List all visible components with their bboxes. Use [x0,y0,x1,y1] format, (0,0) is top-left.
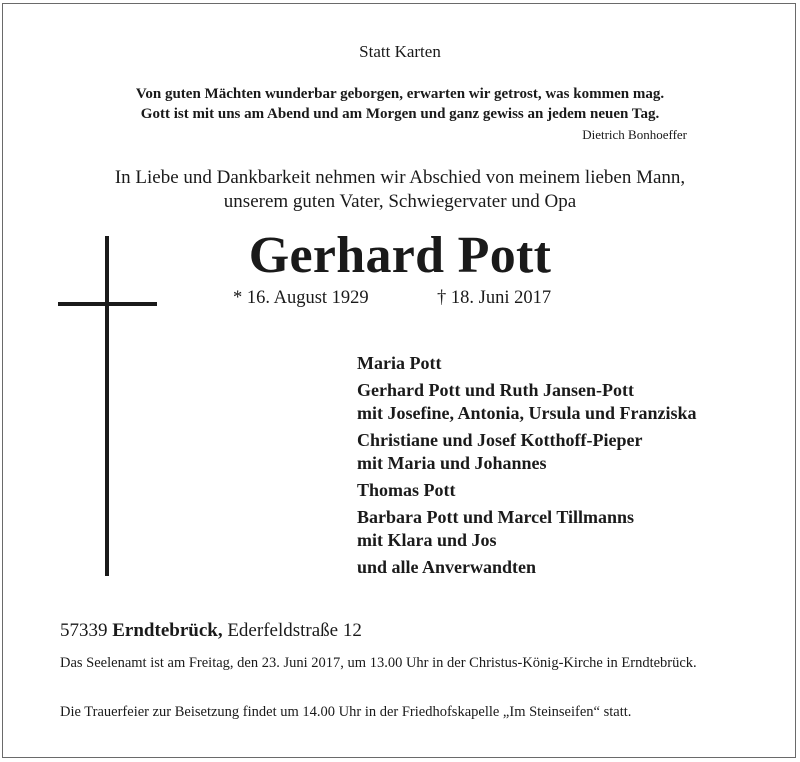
mourner-entry [357,379,697,425]
requiem-info: Das Seelenamt ist am Freitag, den 23. Juni 2017, um 13.00 Uhr in der Christus-König-Kirche in Erndtebrück. [60,655,697,671]
birth-date: * 16. August 1929 [233,288,369,308]
mourner-line: und alle Anverwandten [357,557,537,577]
mourner-entry [357,506,697,552]
mourner-line: mit Josefine, Antonia, Ursula und Franziska [357,403,697,423]
intro-line-2: unserem guten Vater, Schwiegervater und Opa [223,191,577,212]
intro-line-1: In Liebe und Dankbarkeit nehmen wir Abschied von meinem lieben Mann, [114,167,686,188]
intro-text [0,166,800,214]
family-address [60,620,362,642]
notice-header: Statt Karten [359,42,441,61]
mourner-line: Maria Pott [357,353,442,373]
address-street: Ederfeldstraße 12 [227,620,362,641]
bonhoeffer-quote [0,84,800,124]
mourner-entry [357,352,697,375]
cross-icon-crossbar [58,302,157,306]
mourner-line: Barbara Pott und Marcel Tillmanns [357,507,635,527]
deceased-name: Gerhard Pott [248,227,552,284]
address-postcode: 57339 [60,620,108,641]
mourner-entry [357,556,697,579]
mourner-entry [357,479,697,502]
quote-line-1: Von guten Mächten wunderbar geborgen, erwarten wir getrost, was kommen mag. [135,86,665,102]
mourner-line: Christiane und Josef Kotthoff-Pieper [357,430,643,450]
quote-author: Dietrich Bonhoeffer [582,127,687,142]
death-date: † 18. Juni 2017 [437,288,552,308]
mourner-line: Gerhard Pott und Ruth Jansen-Pott [357,380,635,400]
funeral-info: Die Trauerfeier zur Beisetzung findet um 14.00 Uhr in der Friedhofskapelle „Im Steinseifen“ statt. [60,704,632,720]
mourner-line: Thomas Pott [357,480,456,500]
mourner-line: mit Klara und Jos [357,530,497,550]
quote-line-2: Gott ist mit uns am Abend und am Morgen und ganz gewiss an jedem neuen Tag. [140,106,660,122]
mourners-list [357,352,697,583]
address-city: Erndtebrück, [112,620,223,641]
mourner-line: mit Maria und Johannes [357,453,547,473]
mourner-entry [357,429,697,475]
